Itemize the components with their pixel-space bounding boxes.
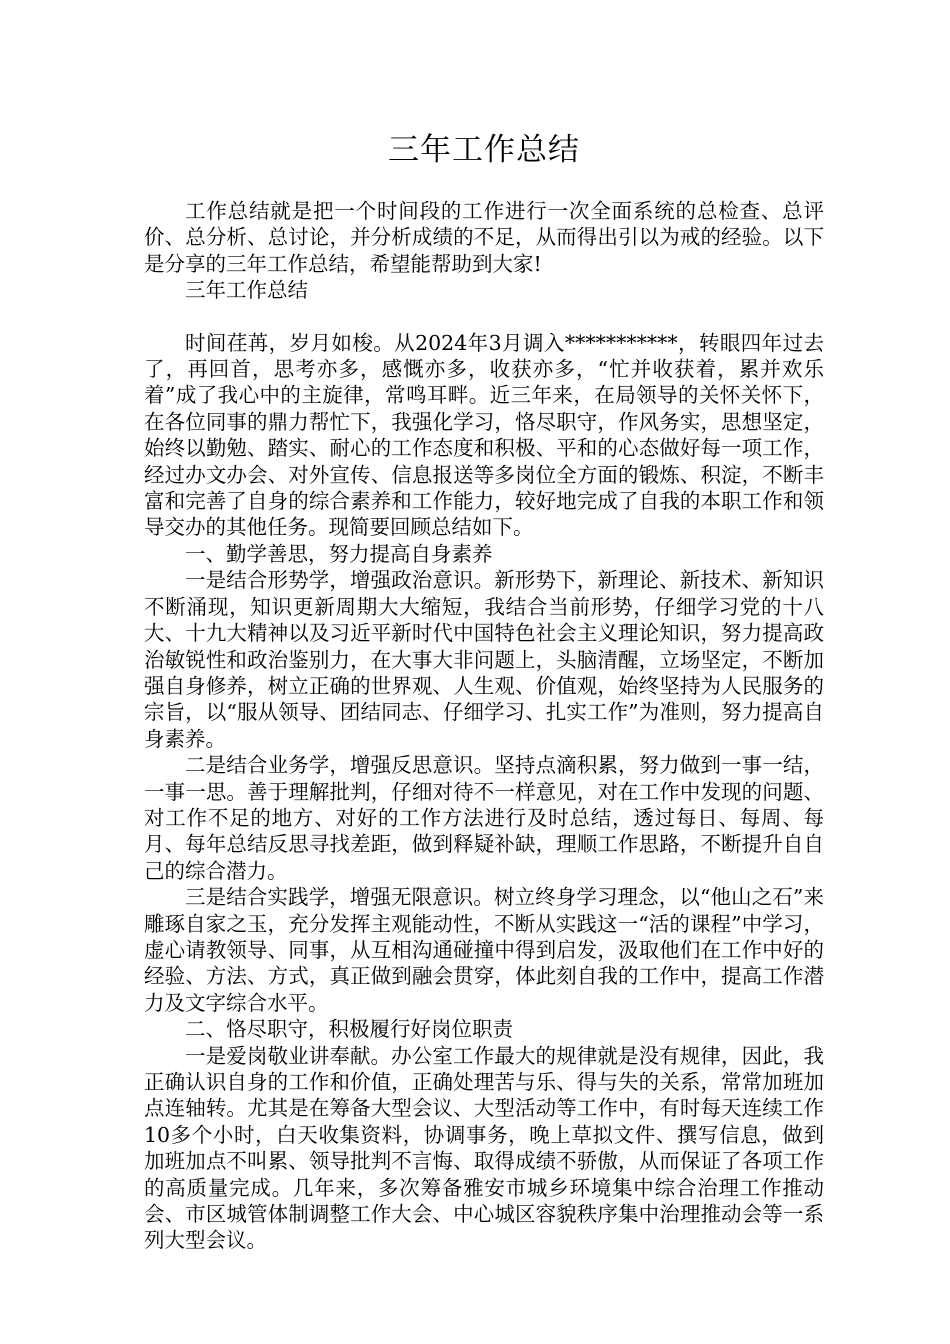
body-paragraph-4: 三是结合实践学，增强无限意识。树立终身学习理念，以“他山之石”来雕琢自家之玉，充分发挥主观能动性，不断从实践这一“活的课程”中学习，虚心请教领导、同事，从互相沟通碰撞中得到启发，汲取他们在工作中好的经验、方法、方式，真正做到融会贯穿，体此刻自我的工作中，提高工作潜力及文字综合水平。 bbox=[144, 885, 824, 1015]
section-heading-1: 一、勤学善思，努力提高自身素养 bbox=[185, 541, 493, 566]
blank-line bbox=[144, 304, 824, 330]
document-page bbox=[144, 128, 824, 1254]
subtitle-line: 三年工作总结 bbox=[185, 278, 308, 303]
body-paragraph-5: 一是爱岗敬业讲奉献。办公室工作最大的规律就是没有规律，因此，我正确认识自身的工作和价值，正确处理苦与乐、得与失的关系，常常加班加点连轴转。尤其是在筹备大型会议、大型活动等工作中，有时每天连续工作10多个小时，白天收集资料，协调事务，晚上草拟文件、撰写信息，做到加班加点不叫累、领导批判不言悔、取得成绩不骄傲，从而保证了各项工作的高质量完成。几年来，多次筹备雅安市城乡环境集中综合治理工作推动会、市区城管体制调整工作大会、中心城区容貌秩序集中治理推动会等一系列大型会议。 bbox=[144, 1043, 824, 1253]
section-heading-2: 二、恪尽职守，积极履行好岗位职责 bbox=[185, 1017, 513, 1042]
body-paragraph-1: 时间荏苒，岁月如梭。从2024年3月调入***********，转眼四年过去了，再回首，思考亦多，感慨亦多，收获亦多，“忙并收获着，累并欢乐着”成了我心中的主旋律，常鸣耳畔。近三年来，在局领导的关怀关怀下，在各位同事的鼎力帮忙下，我强化学习，恪尽职守，作风务实，思想坚定，始终以勤勉、踏实、耐心的工作态度和积极、平和的心态做好每一项工作，经过办文办会、对外宣传、信息报送等多岗位全方面的锻炼、积淀，不断丰富和完善了自身的综合素养和工作能力，较好地完成了自我的本职工作和领导交办的其他任务。现简要回顾总结如下。 bbox=[144, 330, 824, 540]
document-title: 三年工作总结 bbox=[388, 132, 580, 168]
body-paragraph-3: 二是结合业务学，增强反思意识。坚持点滴积累，努力做到一事一结，一事一思。善于理解批判，仔细对待不一样意见，对在工作中发现的问题、对工作不足的地方、对好的工作方法进行及时总结，透过每日、每周、每月、每年总结反思寻找差距，做到释疑补缺，理顺工作思路，不断提升自自己的综合潜力。 bbox=[144, 753, 824, 883]
intro-paragraph: 工作总结就是把一个时间段的工作进行一次全面系统的总检查、总评价、总分析、总讨论，并分析成绩的不足，从而得出引以为戒的经验。以下是分享的三年工作总结，希望能帮助到大家! bbox=[144, 199, 824, 276]
body-paragraph-2: 一是结合形势学，增强政治意识。新形势下，新理论、新技术、新知识不断涌现，知识更新周期大大缩短，我结合当前形势，仔细学习党的十八大、十九大精神以及习近平新时代中国特色社会主义理论知识，努力提高政治敏锐性和政治鉴别力，在大事大非问题上，头脑清醒，立场坚定，不断加强自身修养，树立正确的世界观、人生观、价值观，始终坚持为人民服务的宗旨，以“服从领导、团结同志、仔细学习、扎实工作”为准则，努力提高自身素养。 bbox=[144, 568, 824, 751]
